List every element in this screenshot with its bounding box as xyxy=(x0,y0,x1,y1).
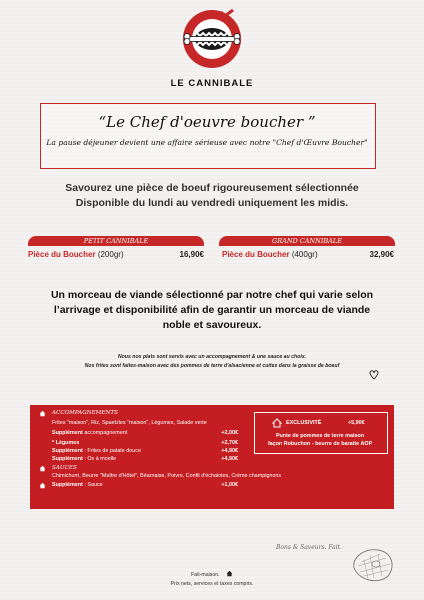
heart-icon xyxy=(369,369,379,381)
sauces-items: Chimichurri, Beurre "Maître d'Hôtel", Béarnaise, Poivre, Confit d'échalotes, Crème champignons xyxy=(52,473,282,479)
supplement-price: +2,00€ xyxy=(221,430,238,436)
intro-line: Disponible du lundi au vendredi uniquement les midis. xyxy=(75,197,349,209)
exclusive-line: façon Robuchon - beurre de baratte AOP xyxy=(267,441,373,447)
description-line: noble et savoureux. xyxy=(162,319,262,331)
house-icon xyxy=(39,465,46,472)
signature: Bons & Saveurs. Fait. xyxy=(276,544,342,551)
offer-weight: (200gr) xyxy=(97,250,124,259)
supplement-text: : Frites de patate douce xyxy=(82,448,141,454)
supplement-line xyxy=(52,482,202,488)
supplement-line xyxy=(52,448,202,454)
offer-price: 16,90€ xyxy=(179,250,204,259)
meat-sketch-icon xyxy=(348,544,398,586)
intro-line: Savourez une pièce de boeuf rigoureusement sélectionnée xyxy=(65,182,359,194)
exclusive-price: +5,90€ xyxy=(348,420,365,426)
house-icon xyxy=(39,410,46,417)
house-icon xyxy=(272,418,282,428)
hero-title: “Le Chef d'oeuvre boucher ” xyxy=(98,113,316,131)
supplement-label: Supplément xyxy=(52,482,83,488)
description-line: l’arrivage et disponibilité afin de garantir un morceau de viande xyxy=(53,304,371,316)
offer-row-petit xyxy=(28,250,204,259)
exclusive-title: EXCLUSIVITÉ xyxy=(286,420,322,426)
supplement-price: +4,90€ xyxy=(221,456,238,462)
supplement-label: Supplément xyxy=(52,448,83,454)
footer-made xyxy=(0,570,424,578)
sides-items: Frites "maison", Riz, Spaetzles "maison", Légumes, Salade verte xyxy=(52,420,207,426)
supplement-text: : Os à moelle xyxy=(82,456,117,462)
hero-subtitle: La pause déjeuner devient une affaire sérieuse avec notre "Chef d'Œuvre Boucher" xyxy=(46,138,368,147)
supplement-line xyxy=(52,430,202,436)
brand-name: LE CANNIBALE xyxy=(170,78,254,89)
footer-prices: Prix nets, services et taxes compris. xyxy=(170,581,254,587)
sides-title: ACCOMPAGNEMENTS xyxy=(52,410,118,416)
house-icon xyxy=(39,482,46,489)
supplement-line xyxy=(52,440,202,446)
supplement-line xyxy=(52,456,202,462)
description xyxy=(30,288,394,333)
offer-row-grand xyxy=(222,250,394,259)
offer-name: Pièce du Boucher xyxy=(222,250,290,259)
sauces-title: SAUCES xyxy=(52,465,77,471)
supplement-label: Supplément xyxy=(52,430,83,436)
note-line: Nous nos plats sont servis avec un accompagnement & une sauce au choix. xyxy=(117,354,307,360)
cannibale-logo xyxy=(181,8,243,70)
offer-price: 32,90€ xyxy=(369,250,394,259)
supplement-text: accompagnement xyxy=(82,430,128,436)
supplement-text: : Sauce xyxy=(82,482,103,488)
supplement-price: +2,70€ xyxy=(221,440,238,446)
exclusive-line: Purée de pommes de terre maison xyxy=(275,433,365,439)
offer-tab-grand: GRAND CANNIBALE xyxy=(219,236,395,246)
house-icon xyxy=(226,570,233,577)
supplement-price: +4,90€ xyxy=(221,448,238,454)
supplement-label: Supplément xyxy=(52,456,83,462)
footer-made-text: Fait-maison. xyxy=(191,572,220,578)
note-line: Nos frites sont faites-maison avec des pommes de terre d'alsacienne et cuites dans la graisse de boeuf xyxy=(84,363,340,369)
description-line: Un morceau de viande sélectionné par notre chef qui varie selon xyxy=(50,289,374,301)
supplement-label: * Légumes xyxy=(52,440,80,446)
offer-tab-petit: PETIT CANNIBALE xyxy=(28,236,204,246)
intro-text xyxy=(20,181,404,211)
offer-name: Pièce du Boucher xyxy=(28,250,96,259)
offer-weight: (400gr) xyxy=(291,250,318,259)
supplement-price: +1,00€ xyxy=(221,482,238,488)
